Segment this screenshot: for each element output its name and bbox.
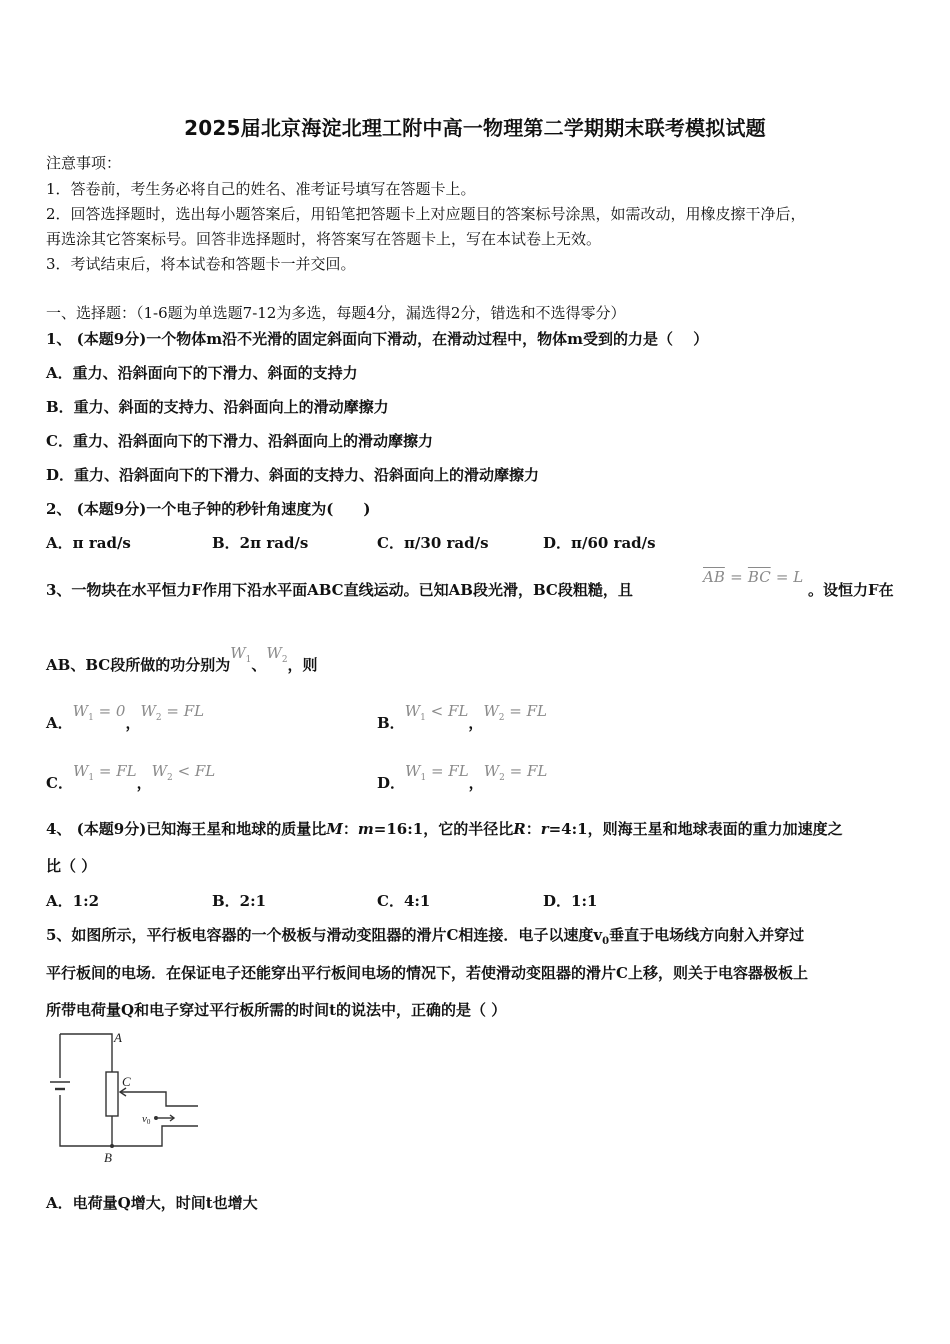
question-5-stem: 5、如图所示，平行板电容器的一个极板与滑动变阻器的滑片C相连接．电子以速度$v_0$垂直于电场线方向射入并穿过 [46,926,805,947]
question-4-option-c: C．4:1 [377,892,431,910]
question-3-equation: $\overline{AB} = \overline{BC} = L$ [703,568,804,586]
question-1-option-b: B．重力、斜面的支持力、沿斜面向上的滑动摩擦力 [46,398,389,416]
question-3-stem-line2: AB、BC段所做的功分别为$W_1$、$W_2$，则 [46,644,318,674]
label-c: C [122,1074,131,1089]
question-1-option-d: D．重力、沿斜面向下的下滑力、斜面的支持力、沿斜面向上的滑动摩擦力 [46,466,540,484]
question-3-stem-tail: 。设恒力F在 [808,581,894,599]
label-b: B [104,1150,112,1165]
section-heading: 一、选择题：（1-6题为单选题7-12为多选，每题4分，漏选得2分，错选和不选得零分） [46,304,626,322]
rheostat [106,1072,118,1116]
question-1-stem: 1、 (本题9分)一个物体m沿不光滑的固定斜面向下滑动，在滑动过程中，物体m受到的力是（ ） [46,330,709,348]
segment-ab: $\overline{AB}$ [703,568,725,586]
question-1-option-a: A．重力、沿斜面向下的下滑力、斜面的支持力 [46,364,358,382]
question-1-option-c: C．重力、沿斜面向下的下滑力、沿斜面向上的滑动摩擦力 [46,432,433,450]
question-4-option-b: B．2:1 [212,892,267,910]
work-w1: $W_1$ [230,644,252,665]
page-title: 2025届北京海淀北理工附中高一物理第二学期期末联考模拟试题 [184,116,766,140]
question-5-stem-line3: 所带电荷量Q和电子穿过平行板所需的时间t的说法中，正确的是（ ） [46,1001,507,1019]
question-5-stem-line2: 平行板间的电场．在保证电子还能穿出平行板间电场的情况下，若使滑动变阻器的滑片C上移，则关于电容器极板上 [46,964,808,982]
question-2-option-c: C．π/30 rad/s [377,534,489,552]
notice-item: 再选涂其它答案标号。回答非选择题时，将答案写在答题卡上，写在本试卷上无效。 [46,230,602,248]
question-4-option-a: A．1:2 [46,892,100,910]
electron-dot [154,1116,158,1120]
slider-wire [120,1092,198,1106]
notice-item: 1．答卷前，考生务必将自己的姓名、准考证号填写在答题卡上。 [46,180,476,198]
question-3-option-b: B．$W_1$ < FL，$W_2$ = FL [377,702,548,732]
question-4-stem-line2: 比（ ） [46,857,97,875]
question-3-option-d: D．$W_1$ = FL，$W_2$ = FL [377,762,548,792]
segment-bc: $\overline{BC}$ [747,568,771,586]
question-3-stem [46,579,633,600]
question-2-option-b: B．2π rad/s [212,534,309,552]
question-2-stem: 2、 (本题9分)一个电子钟的秒针角速度为( ) [46,500,371,518]
notice-heading: 注意事项： [46,154,122,172]
question-3-option-c: C．$W_1$ = FL，$W_2$ < FL [46,762,216,792]
question-3-stem-text: 3、一物块在水平恒力F作用下沿水平面ABC直线运动。已知AB段光滑，BC段粗糙，且 [46,581,633,599]
label-a: A [114,1030,122,1045]
question-3-option-a: A．$W_1 = 0$，$W_2$ = FL [46,702,205,732]
notice-item: 2．回答选择题时，选出每小题答案后，用铅笔把答题卡上对应题目的答案标号涂黑，如需改动，用橡皮擦干净后， [46,205,806,223]
question-4-option-d: D．1:1 [543,892,598,910]
circuit-diagram [46,1028,216,1168]
notice-item: 3．考试结束后，将本试卷和答题卡一并交回。 [46,255,356,273]
circuit-wire [112,1140,162,1146]
question-2-option-a: A．π rad/s [46,534,131,552]
work-w2: $W_2$ [266,644,288,665]
question-2-option-d: D．π/60 rad/s [543,534,656,552]
question-5-option-a: A．电荷量Q增大，时间t也增大 [46,1194,258,1212]
question-4-stem: 4、 (本题9分)已知海王星和地球的质量比M：m=16:1，它的半径比R：r=4:1，则海王星和地球表面的重力加速度之 [46,820,843,838]
segment-length: = L [775,568,804,586]
label-v0: v0 [142,1113,151,1126]
circuit-wire [60,1034,112,1072]
capacitor-bottom-plate [162,1126,198,1140]
